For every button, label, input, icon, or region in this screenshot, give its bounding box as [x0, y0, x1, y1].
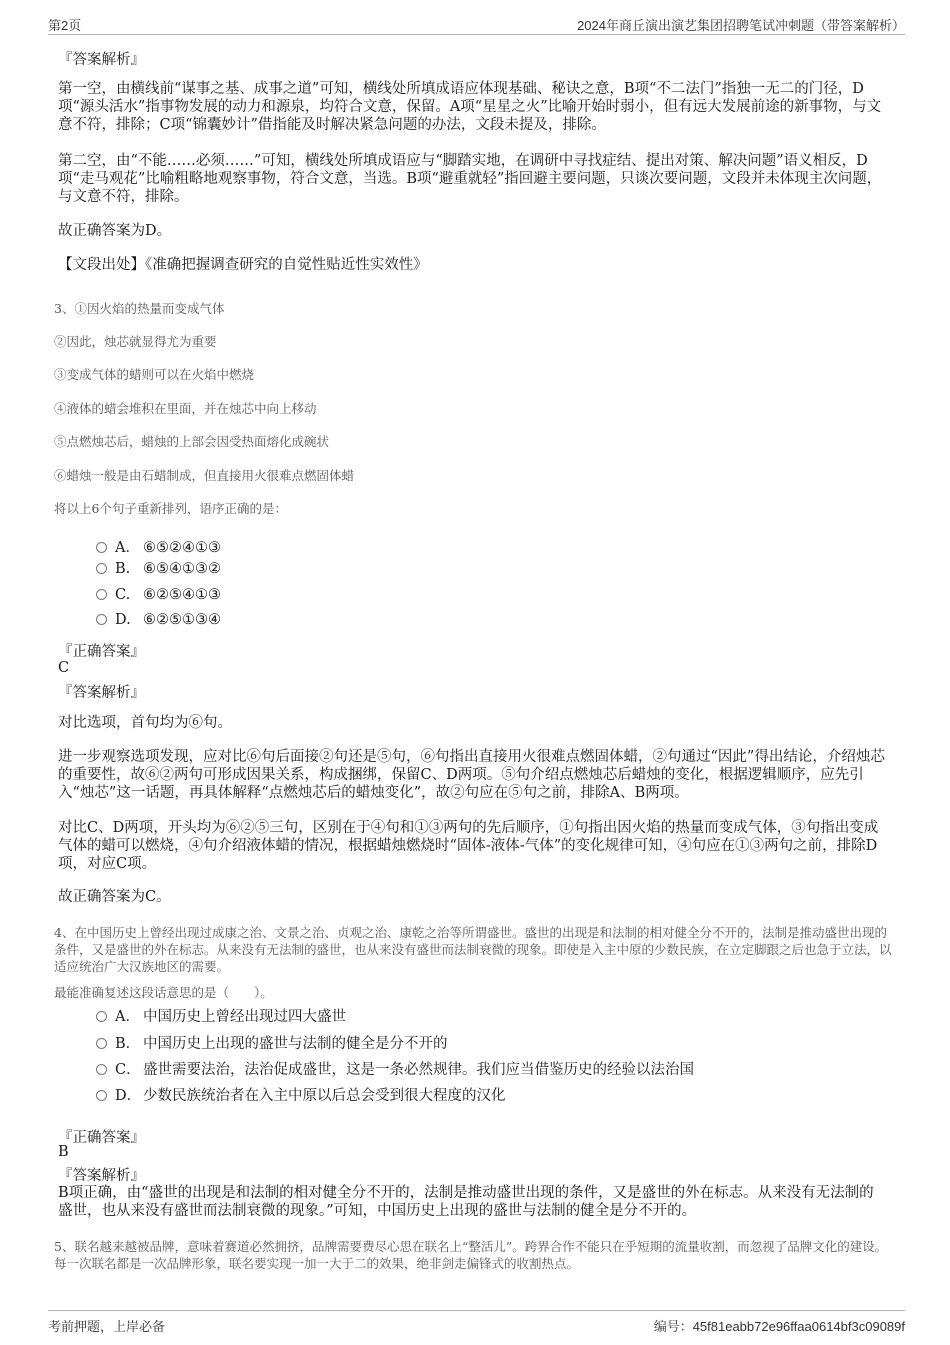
q4-stem: 4、在中国历史上曾经出现过成康之治、文景之治、贞观之治、康乾之治等所谓盛世。盛世的出现是和法制的相对健全分不开的，法制是推动盛世出现的条件，又是盛世的外在标志。从来没有无法制的盛世，也从来没有盛世而法制衰微的现象。即使是入主中原的少数民族，在立定脚跟之后也急于立法，以适应统治广大汉族地区的需要。 [54, 925, 892, 974]
q4-answer-label: 『正确答案』 [58, 1130, 145, 1146]
q4-answer: B [58, 1144, 69, 1160]
q5-stem: 5、联名越来越被品牌，意味着赛道必然拥挤，品牌需要费尽心思在联名上“整活儿”。跨界合作不能只在乎短期的流量收割，而忽视了品牌文化的建设。每一次联名都是一次品牌形象，联名要实现一加一大于二的效果，绝非剑走偏锋式的收割热点。 [54, 1239, 888, 1271]
document-title: 2024年商丘演出演艺集团招聘笔试冲刺题（带答案解析） [577, 18, 905, 33]
radio-icon[interactable] [96, 1064, 107, 1075]
q3-sentence-1: 3、①因火焰的热量而变成气体 [54, 301, 225, 316]
q3-sentence-6: ⑥蜡烛一般是由石蜡制成，但直接用火很难点燃固体蜡 [54, 468, 355, 483]
page-footer [48, 1310, 905, 1335]
radio-icon[interactable] [96, 1011, 107, 1022]
q3-analysis-p3: 对比C、D两项，开头均为⑥②⑤三句，区别在于④句和①③两句的先后顺序，①句指出因火焰的热量而变成气体，③句指出变成气体的蜡可以燃烧，④句介绍液体蜡的情况，根据蜡烛燃烧时“固体-液体-气体”的变化规律可知，④句应在①③两句之前，排除D项，对应C项。 [58, 820, 879, 872]
radio-icon[interactable] [96, 614, 107, 625]
q3-sentence-5: ⑤点燃烛芯后，蜡烛的上部会因受热面熔化成碗状 [54, 434, 330, 449]
q3-analysis-p2: 进一步观察选项发现，应对比⑥句后面接②句还是⑤句，⑥句指出直接用火很难点燃固体蜡，②句通过“因此”得出结论，介绍烛芯的重要性，故⑥②两句可形成因果关系，构成捆绑，保留C、D两项。⑤句介绍点燃烛芯后蜡烛的变化，根据逻辑顺序，应先引入“烛芯”这一话题，再具体解释“点燃烛芯后的蜡烛变化”，故②句应在⑤句之前，排除A、B两项。 [58, 749, 885, 801]
radio-icon[interactable] [96, 589, 107, 600]
q2-conclusion: 故正确答案为D。 [58, 223, 172, 239]
q3-prompt: 将以上6个句子重新排列，语序正确的是： [54, 501, 287, 516]
radio-icon[interactable] [96, 1090, 107, 1101]
q3-analysis-p1: 对比选项，首句均为⑥句。 [58, 715, 232, 731]
q3-option-b[interactable]: B. ⑥⑤④①③② [96, 561, 221, 581]
q2-analysis-p1: 第一空，由横线前“谋事之基、成事之道”可知，横线处所填成语应体现基础、秘诀之意，B项“不二法门”指独一无二的门径，D项“源头活水”指事物发展的动力和源泉，均符合文意，保留。A项“星星之火”比喻开始时弱小，但有远大发展前途的新事物，与文意不符，排除；C项“锦囊妙计”借指能及时解决紧急问题的办法，文段未提及，排除。 [58, 81, 882, 133]
footer-code: 编号：45f81eabb72e96ffaa0614bf3c09089f [653, 1319, 905, 1334]
q4-analysis: B项正确，由“盛世的出现是和法制的相对健全分不开的，法制是推动盛世出现的条件，又是盛世的外在标志。从来没有无法制的盛世，也从来没有盛世而法制衰微的现象。”可知，中国历史上出现的盛世与法制的健全是分不开的。 [58, 1185, 874, 1219]
radio-icon[interactable] [96, 563, 107, 574]
q2-analysis-p2: 第二空，由“不能……必须……”可知，横线处所填成语应与“脚踏实地，在调研中寻找症结、提出对策、解决问题”语义相反，D项“走马观花”比喻粗略地观察事物，符合文意，当选。B项“避重就轻”指回避主要问题，只谈次要问题，文段并未体现主次问题，与文意不符，排除。 [58, 153, 882, 205]
q4-analysis-label: 『答案解析』 [58, 1168, 145, 1184]
q3-option-a[interactable]: A． ⑥⑤②④①③ [96, 536, 221, 556]
q3-option-c[interactable]: C. ⑥②⑤④①③ [96, 587, 221, 607]
q3-sentence-4: ④液体的蜡会堆积在里面，并在烛芯中向上移动 [54, 401, 317, 416]
radio-icon[interactable] [96, 1038, 107, 1049]
q3-analysis-label: 『答案解析』 [58, 685, 145, 701]
page-header [48, 12, 905, 35]
q4-option-b[interactable]: B． 中国历史上出现的盛世与法制的健全是分不开的 [96, 1032, 448, 1052]
q3-option-d[interactable]: D. ⑥②⑤①③④ [96, 612, 221, 632]
page-number: 第2页 [48, 18, 82, 33]
q4-question: 最能准确复述这段话意思的是（ ）。 [54, 985, 273, 1000]
q3-answer: C [58, 660, 70, 676]
q3-conclusion: 故正确答案为C。 [58, 889, 171, 905]
q2-source: 【文段出处】《准确把握调查研究的自觉性贴近性实效性》 [58, 257, 428, 273]
q4-option-c[interactable]: C． 盛世需要法治，法治促成盛世，这是一条必然规律。我们应当借鉴历史的经验以法治国 [96, 1058, 694, 1078]
q4-option-d[interactable]: D． 少数民族统治者在入主中原以后总会受到很大程度的汉化 [96, 1084, 506, 1104]
radio-icon[interactable] [96, 542, 107, 553]
q4-option-a[interactable]: A． 中国历史上曾经出现过四大盛世 [96, 1005, 346, 1025]
q3-answer-label: 『正确答案』 [58, 644, 145, 660]
q3-sentence-2: ②因此，烛芯就显得尤为重要 [54, 334, 217, 349]
footer-slogan: 考前押题，上岸必备 [48, 1319, 166, 1334]
q3-sentence-3: ③变成气体的蜡则可以在火焰中燃烧 [54, 367, 255, 382]
q2-analysis-label: 『答案解析』 [58, 52, 145, 68]
